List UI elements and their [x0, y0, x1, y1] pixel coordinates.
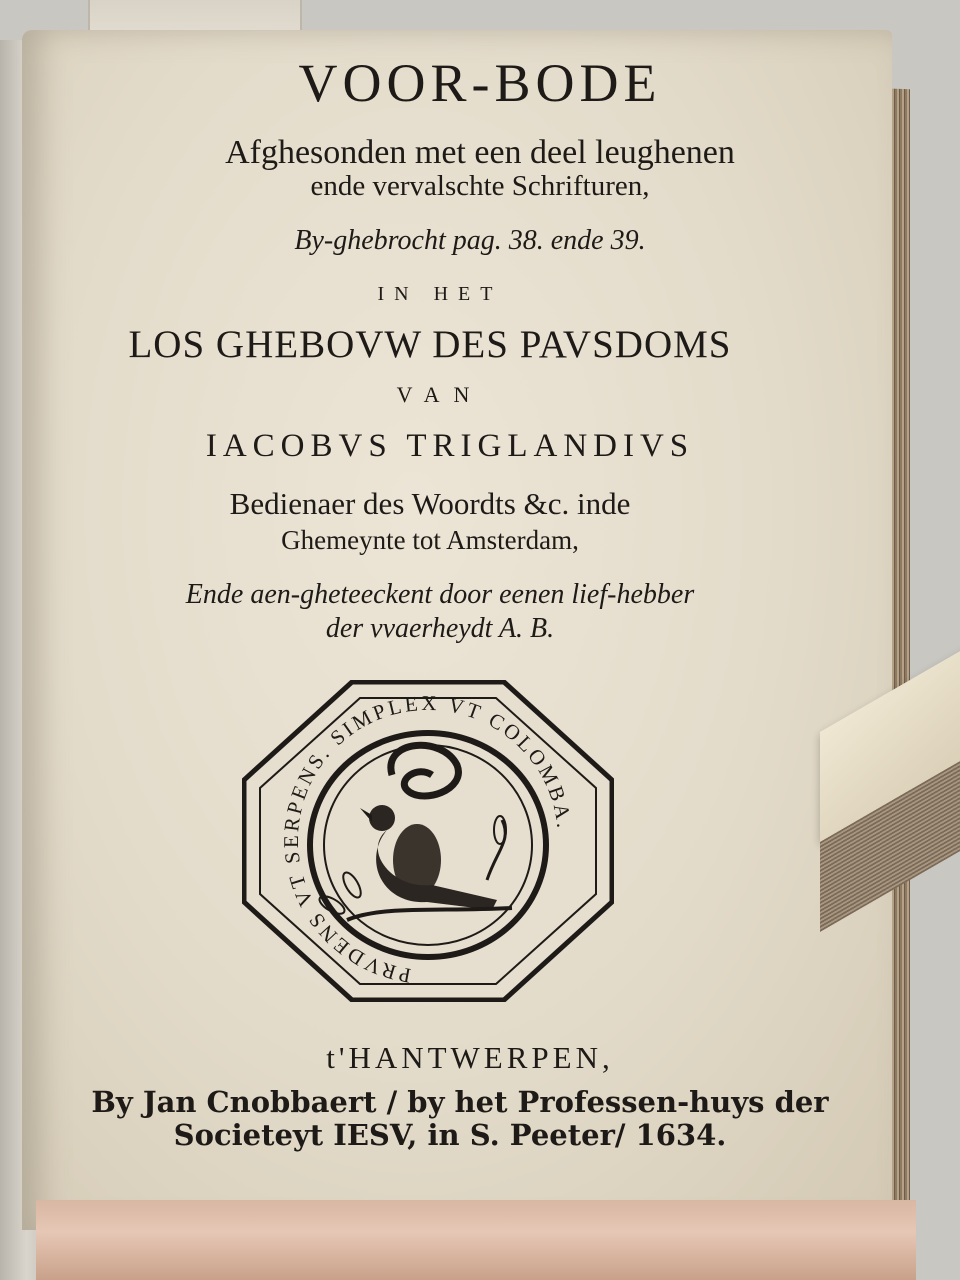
- subtitle-line-1: Afghesonden met een deel leughenen: [225, 134, 735, 171]
- subtitle-line-2: ende vervalschte Schrifturen,: [310, 170, 650, 202]
- printer-line-1: By Jan Cnobbaert / by het Professen-huys der: [91, 1085, 829, 1119]
- in-het-line: IN HET: [377, 283, 503, 305]
- work-title: LOS GHEBOVW DES PAVSDOMS: [128, 323, 732, 366]
- van-line: VAN: [396, 382, 484, 407]
- author-role-2: Ghemeynte tot Amsterdam,: [281, 525, 579, 555]
- serpent-and-dove-emblem-icon: [242, 680, 614, 1002]
- annotation-line-2: der vvaerheydt A. B.: [325, 613, 555, 644]
- imprint-city: t'HANTWERPEN,: [326, 1040, 614, 1075]
- emblem-motto: PRVDENS VT SERPENS. SIMPLEX VT COLOMBA.: [279, 690, 577, 988]
- annotation-line-1: Ende aen-gheteeckent door eenen lief-hebber: [185, 579, 695, 610]
- printer-line-2: Societeyt IESV, in S. Peeter/ 1634.: [173, 1118, 727, 1152]
- main-title: VOOR-BODE: [298, 53, 662, 113]
- author-name: IACOBVS TRIGLANDIVS: [205, 428, 695, 464]
- adjacent-book: [780, 500, 960, 920]
- page-reference: By-ghebrocht pag. 38. ende 39.: [294, 225, 646, 256]
- page-bottom-edge: [36, 1200, 916, 1280]
- author-role-1: Bedienaer des Woordts &c. inde: [229, 486, 631, 521]
